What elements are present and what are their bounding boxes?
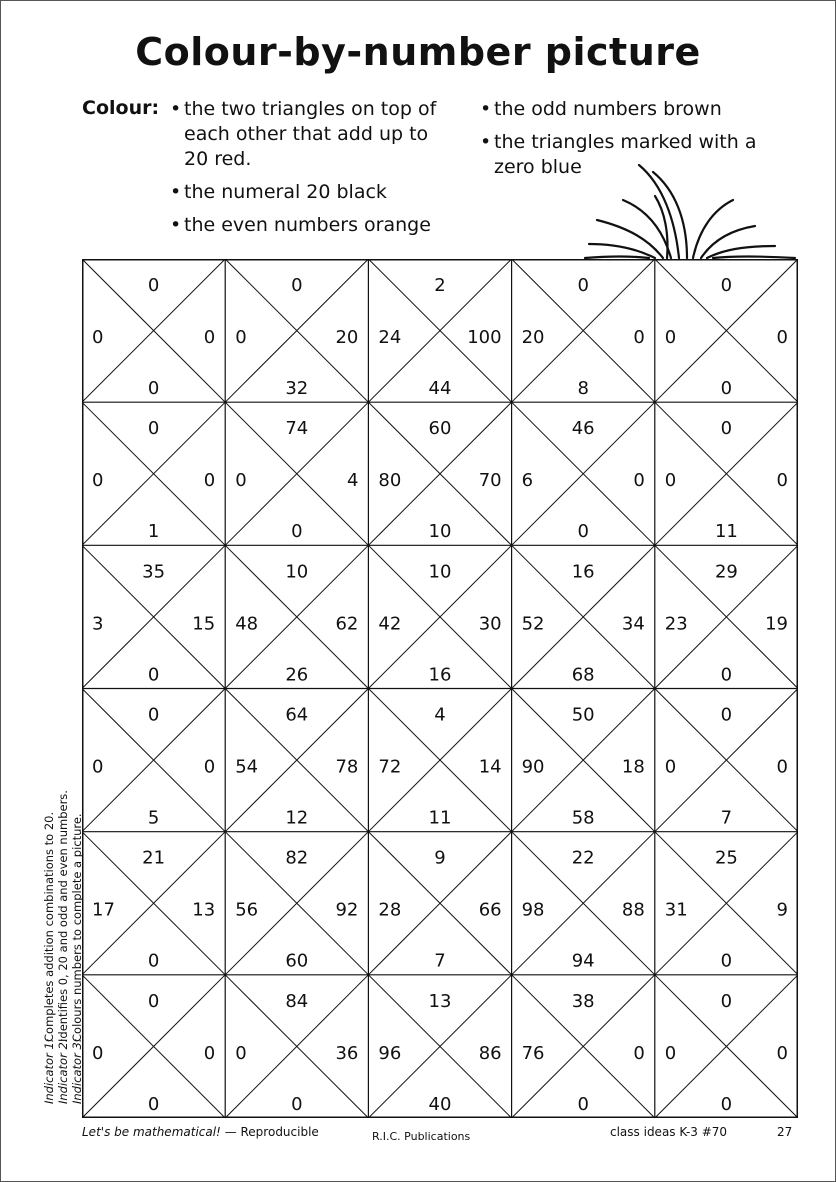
triangle-number-bottom: 10 xyxy=(428,521,452,543)
instruction-text: the triangles marked with a zero blue xyxy=(494,131,757,178)
triangle-number-top: 0 xyxy=(291,275,303,296)
triangle-number-right: 0 xyxy=(776,756,788,778)
triangle-number-bottom: 0 xyxy=(720,378,733,399)
triangle-number-top: 22 xyxy=(571,847,595,869)
triangle-number-bottom: 11 xyxy=(428,807,452,829)
triangle-number-right: 13 xyxy=(192,899,216,921)
triangle-number-right: 100 xyxy=(467,327,502,348)
triangle-number-left: 0 xyxy=(235,327,247,348)
triangle-number-right: 0 xyxy=(633,470,645,492)
triangle-number-right: 0 xyxy=(203,470,216,492)
triangle-number-right: 0 xyxy=(776,470,788,492)
triangle-number-bottom: 0 xyxy=(147,1093,160,1115)
instruction-black: • the numeral 20 black xyxy=(170,181,387,203)
triangle-number-left: 52 xyxy=(521,613,545,635)
instruction-text: the numeral 20 black xyxy=(184,181,387,203)
triangle-number-right: 78 xyxy=(335,756,359,778)
triangle-number-bottom: 7 xyxy=(720,807,733,829)
indicator-label: Indicator 1: xyxy=(42,1038,56,1104)
triangle-number-top: 0 xyxy=(720,275,733,296)
indicator-text: Identifies 0, 20 and odd and even numbers. xyxy=(56,790,70,1042)
triangle-number-right: 88 xyxy=(621,899,645,921)
triangle-number-right: 0 xyxy=(776,1042,788,1064)
instruction-blue: • the triangles marked with a zero blue xyxy=(480,131,757,178)
triangle-number-right: 19 xyxy=(765,613,788,635)
footer-page-number: 27 xyxy=(777,1125,793,1139)
indicator-2 xyxy=(56,790,70,1104)
triangle-number-bottom: 40 xyxy=(428,1093,452,1115)
triangle-number-left: 72 xyxy=(378,756,402,778)
triangle-number-top: 25 xyxy=(714,847,738,869)
triangle-number-right: 0 xyxy=(633,1042,645,1064)
triangle-number-left: 98 xyxy=(521,899,545,921)
instruction-text: the even numbers orange xyxy=(184,214,431,236)
triangle-number-right: 92 xyxy=(335,899,359,921)
triangle-number-bottom: 0 xyxy=(147,378,160,399)
triangle-number-top: 0 xyxy=(147,704,160,726)
indicator-label: Indicator 3: xyxy=(70,1038,84,1104)
triangle-number-top: 13 xyxy=(428,990,452,1012)
triangle-number-bottom: 5 xyxy=(147,807,160,829)
indicator-1 xyxy=(42,790,56,1104)
triangle-number-bottom: 32 xyxy=(285,378,309,399)
footer-series: class ideas K-3 #70 xyxy=(610,1125,728,1139)
triangle-number-top: 10 xyxy=(285,561,309,583)
footer-left xyxy=(82,1125,319,1139)
triangle-number-bottom: 1 xyxy=(147,521,160,543)
triangle-number-bottom: 16 xyxy=(428,664,452,686)
triangle-number-bottom: 0 xyxy=(720,950,733,972)
triangle-number-bottom: 0 xyxy=(291,1093,303,1115)
triangle-number-top: 0 xyxy=(720,418,733,440)
triangle-number-top: 64 xyxy=(285,704,309,726)
triangle-number-bottom: 0 xyxy=(720,664,733,686)
triangle-number-left: 6 xyxy=(521,470,534,492)
triangle-number-bottom: 60 xyxy=(285,950,309,972)
triangle-number-right: 86 xyxy=(478,1042,502,1064)
triangle-number-right: 14 xyxy=(478,756,502,778)
triangle-number-right: 30 xyxy=(478,613,502,635)
triangle-number-left: 3 xyxy=(92,613,104,635)
triangle-number-left: 42 xyxy=(378,613,402,635)
triangle-number-left: 90 xyxy=(521,756,545,778)
triangle-number-right: 0 xyxy=(203,327,216,348)
instruction-orange: • the even numbers orange xyxy=(170,214,431,236)
triangle-number-right: 20 xyxy=(335,327,359,348)
triangle-number-right: 0 xyxy=(633,327,645,348)
triangle-number-bottom: 0 xyxy=(147,664,160,686)
triangle-number-left: 28 xyxy=(378,899,402,921)
triangle-number-left: 24 xyxy=(378,327,402,348)
triangle-number-top: 21 xyxy=(142,847,166,869)
triangle-number-left: 20 xyxy=(521,327,545,348)
page-title: Colour-by-number picture xyxy=(135,30,701,74)
triangle-number-bottom: 0 xyxy=(577,521,589,543)
triangle-number-right: 0 xyxy=(776,327,788,348)
triangle-number-bottom: 94 xyxy=(571,950,595,972)
triangle-number-bottom: 0 xyxy=(147,950,160,972)
triangle-number-bottom: 44 xyxy=(428,378,452,399)
triangle-number-bottom: 58 xyxy=(571,807,595,829)
triangle-number-left: 31 xyxy=(664,899,688,921)
triangle-number-top: 0 xyxy=(577,275,589,296)
triangle-number-left: 80 xyxy=(378,470,402,492)
triangle-number-bottom: 11 xyxy=(714,521,738,543)
instruction-red: • the two triangles on top of each other that add up to 20 red. xyxy=(170,98,437,170)
triangle-number-bottom: 68 xyxy=(571,664,595,686)
triangle-number-right: 0 xyxy=(203,756,216,778)
triangle-number-left: 76 xyxy=(521,1042,545,1064)
triangle-number-right: 36 xyxy=(335,1042,359,1064)
triangle-number-top: 0 xyxy=(147,990,160,1012)
triangle-number-left: 54 xyxy=(235,756,259,778)
indicator-text: Colours numbers to complete a picture. xyxy=(70,813,84,1042)
triangle-number-top: 9 xyxy=(434,847,446,869)
triangle-number-left: 96 xyxy=(378,1042,402,1064)
footer-book-title: Let's be mathematical! xyxy=(82,1125,221,1139)
footer-reproducible: — Reproducible xyxy=(220,1125,319,1139)
triangle-number-right: 18 xyxy=(621,756,645,778)
colour-label: Colour: xyxy=(82,97,160,119)
triangle-number-top: 0 xyxy=(720,990,733,1012)
triangle-number-right: 9 xyxy=(776,899,788,921)
triangle-number-top: 0 xyxy=(147,275,160,296)
colour-grid xyxy=(82,259,798,1118)
triangle-number-top: 16 xyxy=(571,561,595,583)
triangle-number-top: 74 xyxy=(285,418,309,440)
instruction-brown: • the odd numbers brown xyxy=(480,98,722,120)
triangle-number-top: 84 xyxy=(285,990,309,1012)
pineapple-leaves-icon xyxy=(583,160,799,260)
instruction-text: the odd numbers brown xyxy=(494,98,722,120)
triangle-number-left: 0 xyxy=(92,1042,104,1064)
triangle-number-bottom: 7 xyxy=(434,950,446,972)
triangle-number-left: 23 xyxy=(664,613,688,635)
indicator-3 xyxy=(70,790,84,1104)
triangle-number-left: 0 xyxy=(92,470,104,492)
triangle-number-right: 4 xyxy=(346,470,359,492)
triangle-number-left: 0 xyxy=(664,327,677,348)
triangle-number-top: 38 xyxy=(571,990,595,1012)
triangle-number-top: 82 xyxy=(285,847,309,869)
triangle-number-bottom: 26 xyxy=(285,664,309,686)
triangle-number-left: 0 xyxy=(92,756,104,778)
triangle-number-right: 66 xyxy=(478,899,502,921)
triangle-number-top: 60 xyxy=(428,418,452,440)
indicator-label: Indicator 2: xyxy=(56,1038,70,1104)
triangle-number-left: 0 xyxy=(235,1042,247,1064)
triangle-number-top: 2 xyxy=(434,275,446,296)
triangle-number-bottom: 8 xyxy=(577,378,589,399)
triangle-number-top: 4 xyxy=(434,704,446,726)
triangle-number-left: 48 xyxy=(235,613,259,635)
triangle-number-bottom: 0 xyxy=(720,1093,733,1115)
triangle-number-bottom: 0 xyxy=(577,1093,589,1115)
triangle-number-left: 56 xyxy=(235,899,259,921)
triangle-number-top: 10 xyxy=(428,561,452,583)
triangle-number-bottom: 12 xyxy=(285,807,309,829)
triangle-number-bottom: 0 xyxy=(291,521,303,543)
triangle-number-left: 0 xyxy=(92,327,104,348)
triangle-number-right: 70 xyxy=(478,470,502,492)
footer-publisher: R.I.C. Publications xyxy=(372,1130,471,1143)
instruction-text: the two triangles on top of each other that add up to 20 red. xyxy=(184,98,437,170)
triangle-number-top: 46 xyxy=(571,418,595,440)
indicator-text: Completes addition combinations to 20. xyxy=(42,811,56,1042)
triangle-number-left: 0 xyxy=(235,470,247,492)
triangle-number-top: 29 xyxy=(714,561,738,583)
triangle-number-top: 50 xyxy=(571,704,595,726)
triangle-number-top: 35 xyxy=(142,561,166,583)
triangle-number-left: 0 xyxy=(664,756,677,778)
triangle-number-right: 62 xyxy=(335,613,359,635)
triangle-number-right: 34 xyxy=(621,613,645,635)
triangle-number-right: 0 xyxy=(203,1042,216,1064)
triangle-number-left: 0 xyxy=(664,1042,677,1064)
triangle-number-left: 17 xyxy=(92,899,115,921)
triangle-number-left: 0 xyxy=(664,470,677,492)
triangle-number-top: 0 xyxy=(720,704,733,726)
triangle-number-right: 15 xyxy=(192,613,216,635)
triangle-number-top: 0 xyxy=(147,418,160,440)
indicator-notes xyxy=(42,790,84,1104)
